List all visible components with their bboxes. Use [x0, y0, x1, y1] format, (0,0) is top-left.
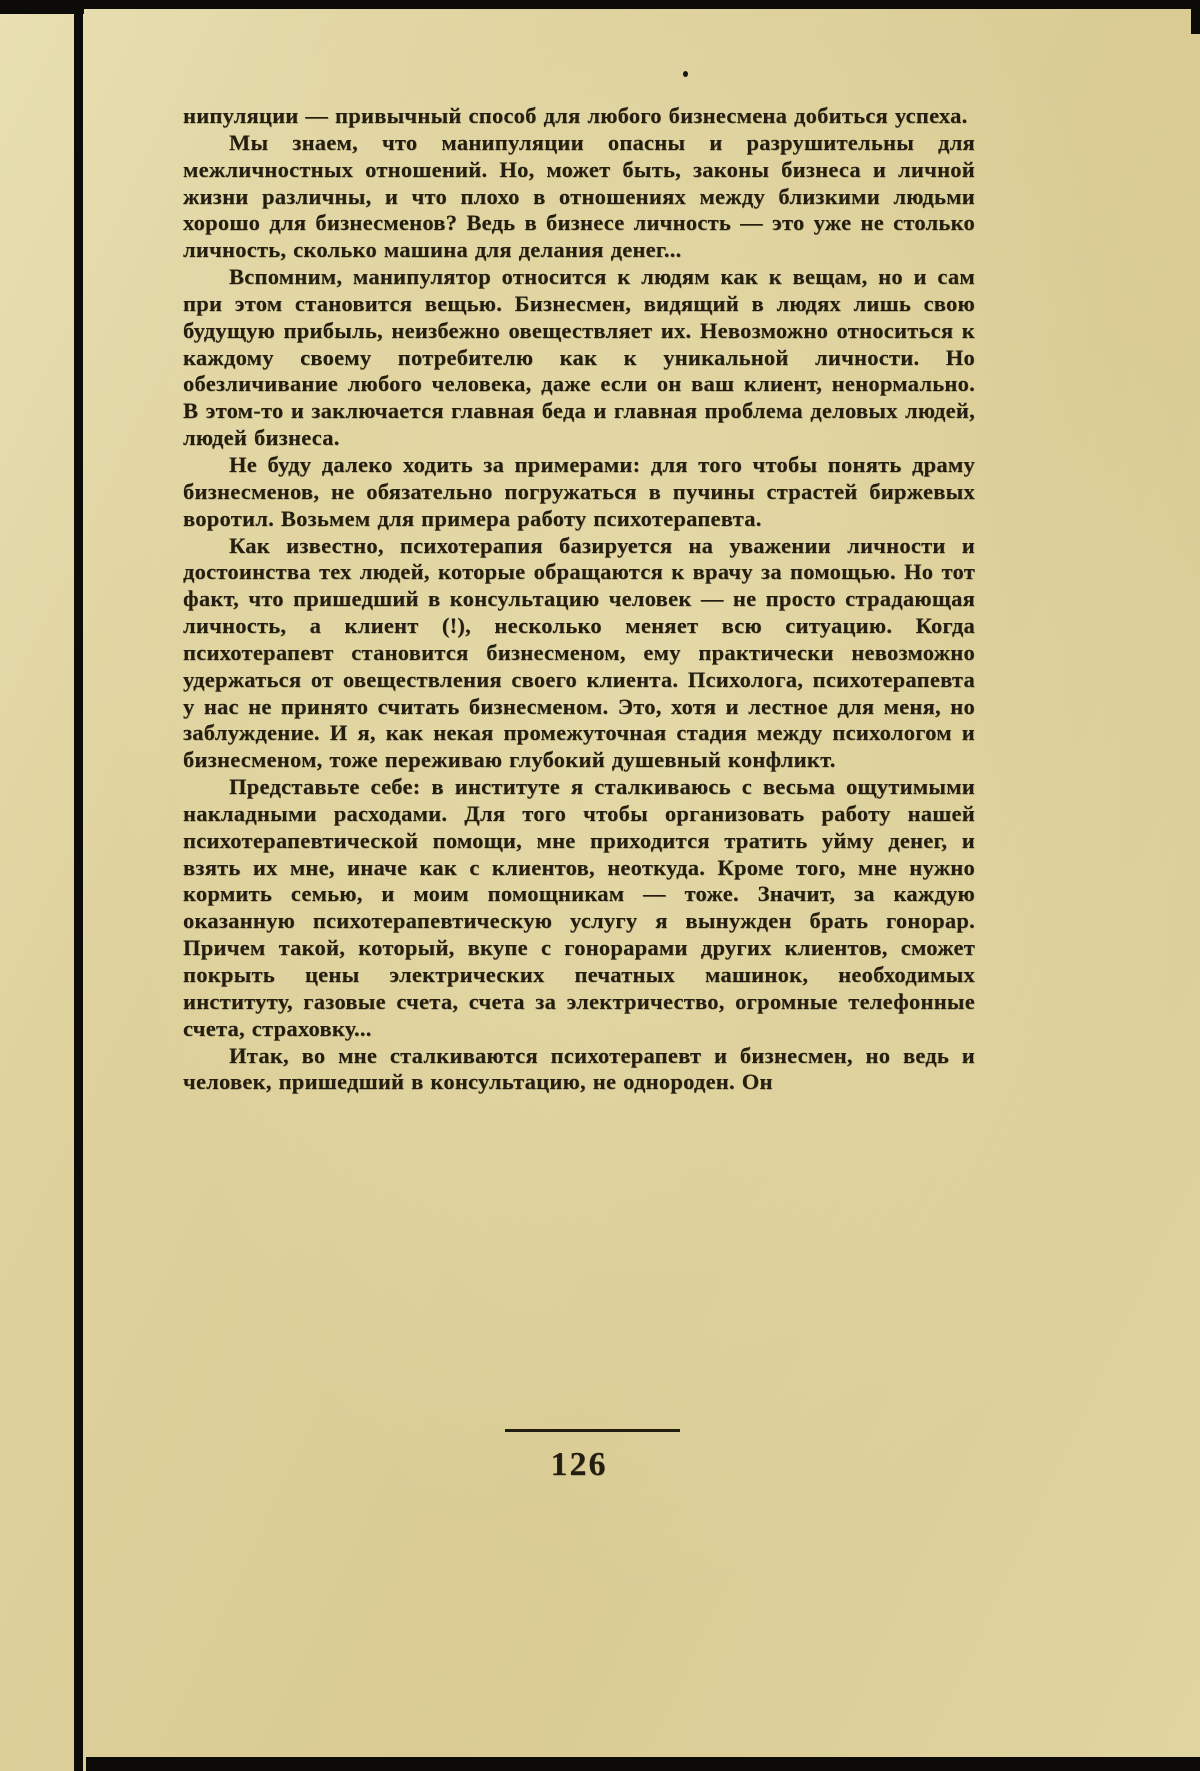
paragraph: Представьте себе: в институте я сталкиваюсь с весьма ощутимыми накладными расходами. Для того чтобы организовать работу нашей психотерапевтической помощи, мне приходится тратить уйму денег, и взять их мне, иначе как с клиентов, неоткуда. Кроме того, мне нужно кормить семью, и моим помощникам — тоже. Значит, за каждую оказанную психотерапевтическую услугу я вынужден брать гонорар. Причем такой, который, вкупе с гонорарами других клиентов, сможет покрыть цены электрических печатных машинок, необходимых институту, газовые счета, счета за электричество, огромные телефонные счета, страховку...: [183, 774, 975, 1041]
scan-ink-speck: [683, 71, 688, 77]
scan-edge-left: [74, 0, 83, 1771]
page-number: 126: [550, 1446, 608, 1483]
footer-rule: [505, 1429, 680, 1432]
scan-edge-top: [0, 0, 1200, 9]
page-text-block: [183, 103, 975, 1096]
scan-edge-bottom: [86, 1757, 1200, 1771]
paragraph: Вспомним, манипулятор относится к людям как к вещам, но и сам при этом становится вещью. Бизнесмен, видящий в людях лишь свою будущую прибыль, неизбежно овеществляет их. Невозможно относиться к каждому своему потребителю как к уникальной личности. Но обезличивание любого человека, даже если он ваш клиент, ненормально. В этом-то и заключается главная беда и главная проблема деловых людей, людей бизнеса.: [183, 264, 975, 451]
paragraph: Итак, во мне сталкиваются психотерапевт и бизнесмен, но ведь и человек, пришедший в консультацию, не однороден. Он: [183, 1042, 975, 1095]
scan-edge-top-left: [0, 0, 84, 14]
scan-edge-top-right: [1191, 0, 1200, 34]
paragraph: Не буду далеко ходить за примерами: для того чтобы понять драму бизнесменов, не обязательно погружаться в пучины страстей биржевых воротил. Возьмем для примера работу психотерапевта.: [183, 451, 975, 531]
paragraph: Мы знаем, что манипуляции опасны и разрушительны для межличностных отношений. Но, может быть, законы бизнеса и личной жизни различны, и что плохо в отношениях между близкими людьми хорошо для бизнесменов? Ведь в бизнесе личность — это уже не столько личность, сколько машина для делания денег...: [183, 129, 975, 263]
paragraph: Как известно, психотерапия базируется на уважении личности и достоинства тех людей, которые обращаются к врачу за помощью. Но тот факт, что пришедший в консультацию человек — не просто страдающая личность, а клиент (!), несколько меняет всю ситуацию. Когда психотерапевт становится бизнесменом, ему практически невозможно удержаться от овеществления своего клиента. Психолога, психотерапевта у нас не принято считать бизнесменом. Это, хотя и лестное для меня, но заблуждение. И я, как некая промежуточная стадия между психологом и бизнесменом, тоже переживаю глубокий душевный конфликт.: [183, 532, 975, 773]
paragraph-continued: нипуляции — привычный способ для любого бизнесмена добиться успеха.: [183, 103, 968, 128]
